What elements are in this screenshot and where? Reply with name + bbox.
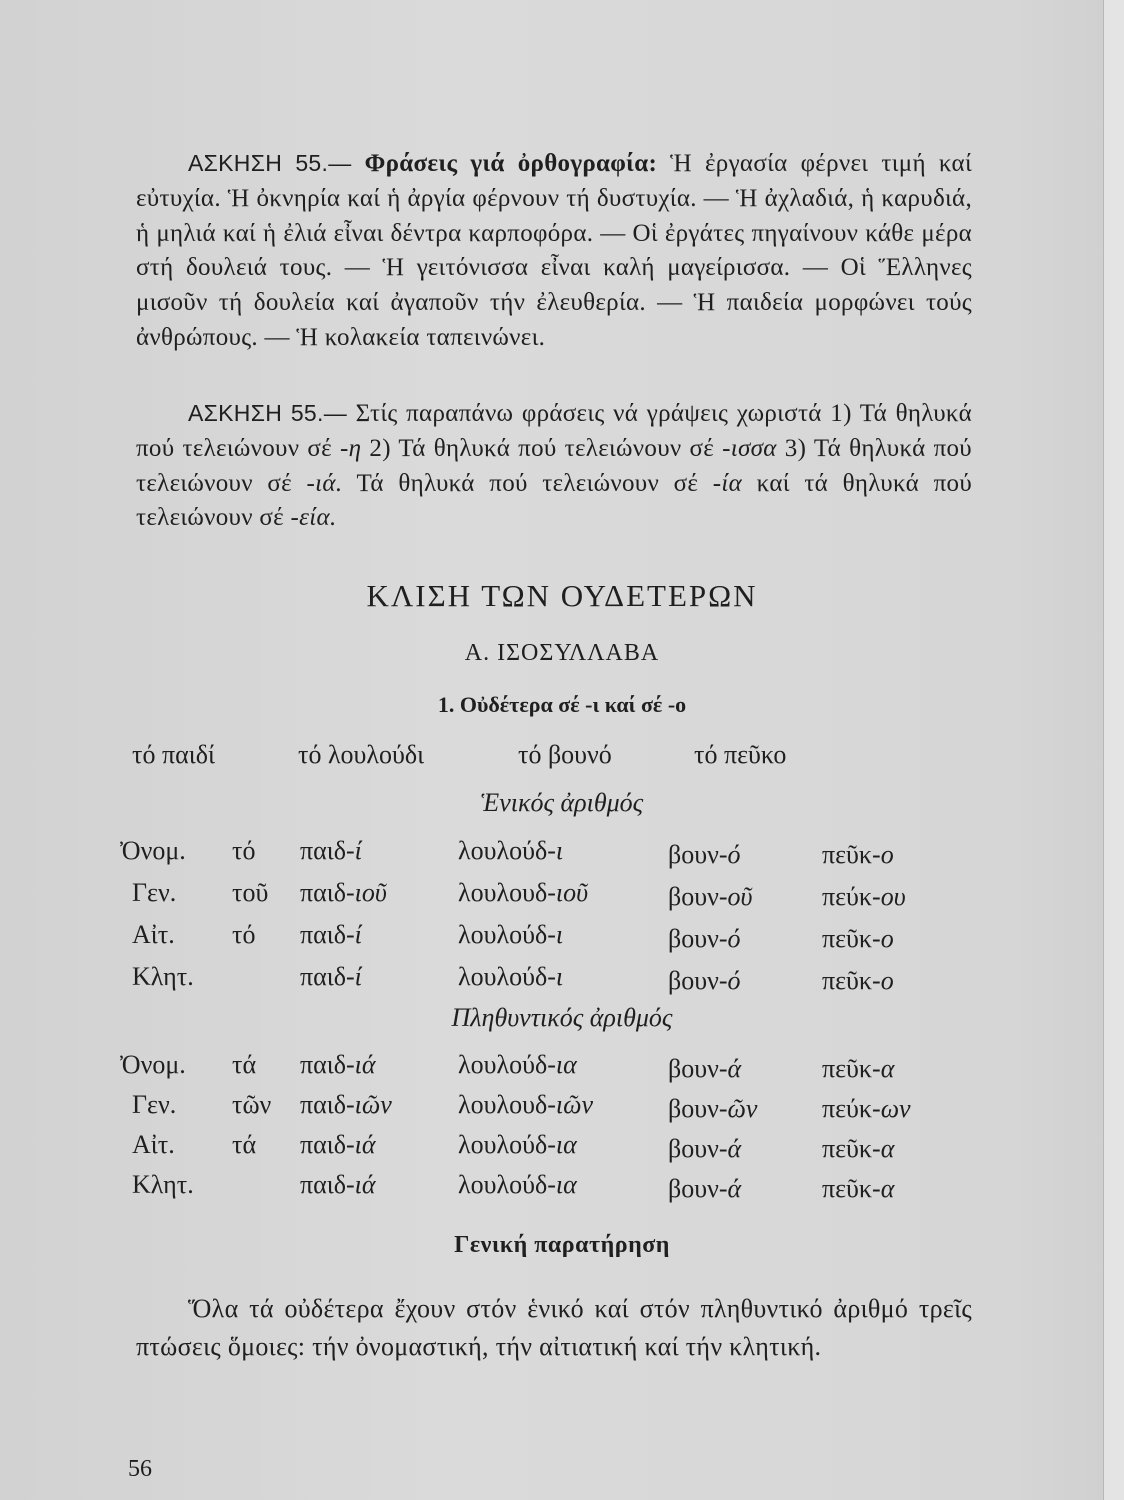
ending: α (880, 1054, 895, 1083)
stem: λουλούδ- (458, 1170, 556, 1199)
ending-italic: -ισσα (722, 434, 777, 462)
page-number: 56 (128, 1456, 152, 1482)
noun-form (668, 924, 741, 954)
ending: ό (727, 840, 741, 869)
stem: λουλουδ- (458, 878, 556, 907)
exercise-1-heading: ΑΣΚΗΣΗ 55.— (188, 150, 352, 176)
noun-form (822, 966, 894, 996)
plural-heading: Πληθυντικός ἀριθμός (451, 1003, 673, 1032)
noun-form (668, 840, 741, 870)
exercise-2-paragraph (136, 396, 972, 536)
noun-form (300, 1090, 392, 1120)
noun-3: τό βουνό (518, 740, 612, 769)
noun-form (300, 836, 362, 866)
stem: πεύκ- (822, 882, 881, 911)
ending: α (880, 1174, 895, 1203)
stem: παιδ- (300, 836, 355, 865)
ending-italic: -ιά. (306, 469, 343, 497)
noun-form (668, 1174, 741, 1204)
noun-form (668, 1054, 741, 1084)
stem: πεῦκ- (822, 840, 881, 869)
exercise-2-text-part: 3) Τά θηλυκά πού τελειώνουν σέ (136, 434, 972, 497)
section-title: ΚΛΙΣΗ ΤΩΝ ΟΥΔΕΤΕΡΩΝ (366, 578, 758, 613)
general-note-paragraph (136, 1290, 972, 1366)
stem: βουν- (668, 924, 728, 953)
case-label: Κλητ. (132, 962, 194, 991)
case-label: Ὀνομ. (120, 836, 186, 865)
article: τό (232, 836, 256, 865)
noun-form (300, 962, 362, 992)
noun-form (458, 878, 588, 908)
ending: ό (727, 966, 741, 995)
case-label: Κλητ. (132, 1170, 194, 1199)
noun-form (668, 966, 741, 996)
ending: ιοῦ (354, 878, 387, 907)
stem: παιδ- (300, 920, 355, 949)
noun-form (458, 962, 563, 992)
ending: ο (880, 924, 894, 953)
ending: ά (727, 1134, 742, 1163)
exercise-2-text-part: 2) Τά θηλυκά πού τελειώνουν σέ (361, 434, 723, 462)
noun-form (822, 1094, 911, 1124)
case-label: Γεν. (132, 1090, 177, 1119)
ending: ια (555, 1050, 577, 1079)
noun-form (668, 1134, 741, 1164)
noun-1: τό παιδί (132, 740, 215, 769)
case-label: Γεν. (132, 878, 177, 907)
page-edge (1103, 0, 1124, 1500)
ending: ιά (354, 1050, 376, 1079)
stem: λουλούδ- (458, 1130, 556, 1159)
ending: ί (354, 920, 362, 949)
ending: ί (354, 836, 362, 865)
stem: λουλούδ- (458, 836, 556, 865)
noun-form (668, 1094, 757, 1124)
stem: παιδ- (300, 962, 355, 991)
noun-form (300, 1050, 376, 1080)
stem: λουλούδ- (458, 962, 556, 991)
noun-form (300, 1170, 376, 1200)
ending-italic: -εία. (290, 504, 337, 532)
ending: ια (555, 1170, 577, 1199)
ending: ι (555, 920, 564, 949)
noun-form (822, 1054, 894, 1084)
noun-form (458, 1050, 577, 1080)
exercise-1-text: Ἡ ἐργασία φέρνει τιμή καί εὐτυχία. Ἡ ὀκνηρία καί ἡ ἀργία φέρνουν τή δυστυχία. — Ἡ ἀχλαδιά, ἡ καρυδιά, ἡ μηλιά καί ἡ ἐλιά εἶναι δέντρα καρποφόρα. — Οἱ ἐργάτες πηγαίνουν κάθε μέρα στή δουλειά τους. — Ἡ γειτόνισσα εἶναι καλή μαγείρισσα. — Οἱ Ἕλληνες μισοῦν τή δουλεία καί ἀγαποῦν τήν ἐλευθερία. — Ἡ παιδεία μορφώνει τούς ἀνθρώπους. — Ἡ κολακεία ταπεινώνει. (136, 150, 972, 351)
noun-form (822, 1134, 894, 1164)
exercise-2-text-part: Στίς παραπάνω φράσεις νά γράψεις χωριστά 1) Τά θηλυκά πού τελειώνουν σέ (136, 400, 972, 462)
stem: πεῦκ- (822, 966, 881, 995)
noun-form (300, 1130, 376, 1160)
subsection-title: Α. ΙΣΟΣΥΛΛΑΒΑ (464, 640, 660, 666)
stem: παιδ- (300, 1170, 355, 1199)
noun-form (458, 920, 563, 950)
ending: ια (555, 1130, 577, 1159)
noun-form (822, 840, 894, 870)
stem: βουν- (668, 1054, 728, 1083)
stem: βουν- (668, 840, 728, 869)
general-note-title: Γενική παρατήρηση (454, 1232, 670, 1258)
noun-form (822, 882, 906, 912)
article: τό (232, 920, 256, 949)
exercise-1-paragraph (136, 146, 972, 356)
subsubsection-title: 1. Οὐδέτερα σέ -ι καί σέ -ο (437, 692, 687, 717)
ending: ου (880, 882, 906, 911)
ending: ιῶν (354, 1090, 392, 1119)
ending-italic: -ία (712, 469, 743, 497)
case-label: Ὀνομ. (120, 1050, 186, 1079)
ending: ιά (354, 1130, 376, 1159)
ending: ι (555, 836, 564, 865)
noun-form (300, 920, 362, 950)
stem: παιδ- (300, 1050, 355, 1079)
exercise-1-bold-label: Φράσεις γιά ὀρθογραφία: (364, 150, 658, 177)
ending: ι (555, 962, 564, 991)
ending-italic: -η (340, 434, 362, 462)
ending: ων (880, 1094, 911, 1123)
stem: βουν- (668, 882, 728, 911)
case-label: Αἰτ. (132, 1130, 175, 1159)
noun-form (458, 1170, 577, 1200)
stem: βουν- (668, 1134, 728, 1163)
singular-heading: Ἑνικός ἀριθμός (480, 788, 644, 817)
stem: πεύκ- (822, 1094, 881, 1123)
noun-form (822, 1174, 894, 1204)
stem: βουν- (668, 1174, 728, 1203)
ending: ί (354, 962, 362, 991)
noun-form (822, 924, 894, 954)
exercise-2-heading: ΑΣΚΗΣΗ 55.— (188, 400, 348, 426)
stem: παιδ- (300, 878, 355, 907)
stem: πεῦκ- (822, 924, 881, 953)
noun-form (668, 882, 752, 912)
ending: α (880, 1134, 895, 1163)
case-label: Αἰτ. (132, 920, 175, 949)
noun-2: τό λουλούδι (298, 740, 425, 769)
stem: πεῦκ- (822, 1054, 881, 1083)
noun-form (458, 1130, 577, 1160)
ending: ο (880, 840, 894, 869)
article: τῶν (232, 1090, 272, 1119)
ending: ιοῦ (555, 878, 589, 907)
ending: ά (727, 1174, 742, 1203)
ending: οῦ (727, 882, 753, 911)
ending: ό (727, 924, 741, 953)
stem: παιδ- (300, 1130, 355, 1159)
article: τοῦ (232, 878, 269, 907)
article: τά (232, 1130, 257, 1159)
stem: παιδ- (300, 1090, 355, 1119)
stem: πεῦκ- (822, 1174, 881, 1203)
ending: ο (880, 966, 894, 995)
stem: πεῦκ- (822, 1134, 881, 1163)
ending: ιά (354, 1170, 376, 1199)
stem: λουλούδ- (458, 920, 556, 949)
noun-form (458, 1090, 593, 1120)
stem: βουν- (668, 1094, 728, 1123)
exercise-2-text-part: καί τά θηλυκά πού τελειώνουν σέ (136, 469, 972, 532)
noun-form (300, 878, 387, 908)
ending: ιῶν (555, 1090, 593, 1119)
noun-4: τό πεῦκο (694, 740, 787, 769)
ending: ῶν (727, 1094, 758, 1123)
article: τά (232, 1050, 257, 1079)
stem: βουν- (668, 966, 728, 995)
noun-form (458, 836, 563, 866)
stem: λουλουδ- (458, 1090, 556, 1119)
exercise-2-text-part: Τά θηλυκά πού τελειώνουν σέ (342, 469, 713, 497)
stem: λουλούδ- (458, 1050, 556, 1079)
general-note-text: Ὅλα τά οὐδέτερα ἔχουν στόν ἑνικό καί στόν πληθυντικό ἀριθμό τρεῖς πτώσεις ὅμοιες: τήν ὀνομαστική, τήν αἰτιατική καί τήν κλητική. (136, 1294, 972, 1361)
ending: ά (727, 1054, 742, 1083)
